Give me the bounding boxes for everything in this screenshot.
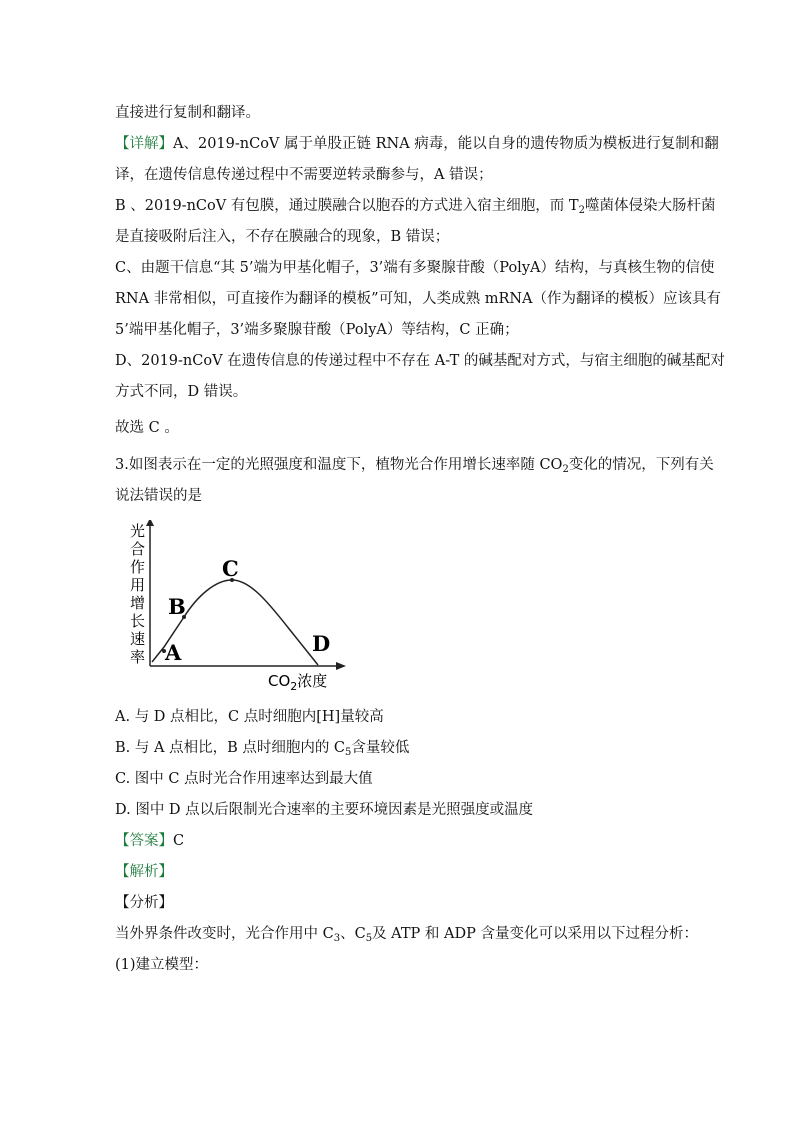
point-label-b: B [168,594,186,619]
text-line: C、由题干信息“其 5’端为甲基化帽子，3’端有多聚腺苷酸（PolyA）结构，与真核生物的信使 [115,260,715,276]
subscript: 2 [578,205,585,216]
text-span: 噬菌体侵染大肠杆菌 [584,198,716,214]
answer-label: 【答案】 [115,833,173,849]
option-d: D. 图中 D 点以后限制光合速率的主要环境因素是光照强度或温度 [115,802,534,818]
detail-line [115,134,719,154]
y-label-char: 合 [130,540,146,558]
fenxi-label: 【分析】 [115,895,173,911]
answer-value: C [173,833,185,849]
text-span: B 、2019-nCoV 有包膜，通过膜融合以胞吞的方式进入宿主细胞，而 T [115,198,579,214]
y-label-char: 长 [130,612,146,630]
text-line: D、2019-nCoV 在遗传信息的传递过程中不存在 A-T 的碱基配对方式，与宿主细胞的碱基配对 [115,353,725,369]
subscript: 5 [345,747,352,758]
y-label-char: 增 [130,594,146,612]
analysis-label: 【解析】 [115,864,173,880]
option-b [115,738,409,763]
point-label-a: A [165,640,182,665]
detail-label: 【详解】 [115,136,173,152]
text-span: 3.如图表示在一定的光照强度和温度下，植物光合作用增长速率随 CO [115,457,563,473]
y-label-char: 作 [130,558,146,576]
analysis-line [115,924,698,949]
photosynthesis-chart [128,520,358,692]
y-label-char: 光 [130,522,146,540]
text-span: 当外界条件改变时，光合作用中 C [115,926,334,942]
y-label-char: 速 [130,630,146,648]
text-line: 译，在遗传信息传递过程中不需要逆转录酶参与，A 错误； [115,167,493,183]
text-line: 方式不同，D 错误。 [115,384,248,400]
x-label-main: CO [268,672,291,690]
text-line: RNA 非常相似，可直接作为翻译的模板”可知，人类成熟 mRNA（作为翻译的模板）应该具有 [115,291,722,307]
question-line: 说法错误的是 [115,488,202,504]
text-line: 直接进行复制和翻译。 [115,105,260,121]
text-line [115,196,715,221]
x-axis-label [268,672,327,692]
y-label-char: 率 [130,648,146,666]
analysis-line: (1)建立模型： [115,957,209,973]
x-axis-arrow [336,662,346,670]
answer-line [115,831,184,851]
text-span: 变化的情况，下列有关 [568,457,714,473]
subscript: 5 [365,933,373,944]
option-a: A. 与 D 点相比，C 点时细胞内[H]量较高 [115,709,384,725]
x-label-sub: 2 [290,680,298,692]
y-axis-label [130,522,145,666]
point-label-d: D [312,631,331,656]
text-span: 及 ATP 和 ADP 含量变化可以采用以下过程分析： [372,926,698,942]
text-span: 含量较低 [351,740,410,756]
text-line: 是直接吸附后注入，不存在膜融合的现象，B 错误； [115,229,450,245]
option-c: C. 图中 C 点时光合作用速率达到最大值 [115,771,373,787]
text-line: 故选 C 。 [115,420,179,436]
y-axis-arrow [146,520,154,526]
text-span: A、2019-nCoV 属于单股正链 RNA 病毒，能以自身的遗传物质为模板进行复制和翻 [173,136,719,152]
subscript: 3 [333,933,341,944]
x-label-tail: 浓度 [297,672,328,690]
text-span: B. 与 A 点相比，B 点时细胞内的 C [115,740,346,756]
text-span: 、C [340,926,366,942]
y-label-char: 用 [130,576,146,594]
text-line: 5’端甲基化帽子，3’端多聚腺苷酸（PolyA）等结构，C 正确； [115,322,519,338]
subscript: 2 [562,464,569,475]
point-label-c: C [222,556,239,581]
question-line [115,455,714,480]
